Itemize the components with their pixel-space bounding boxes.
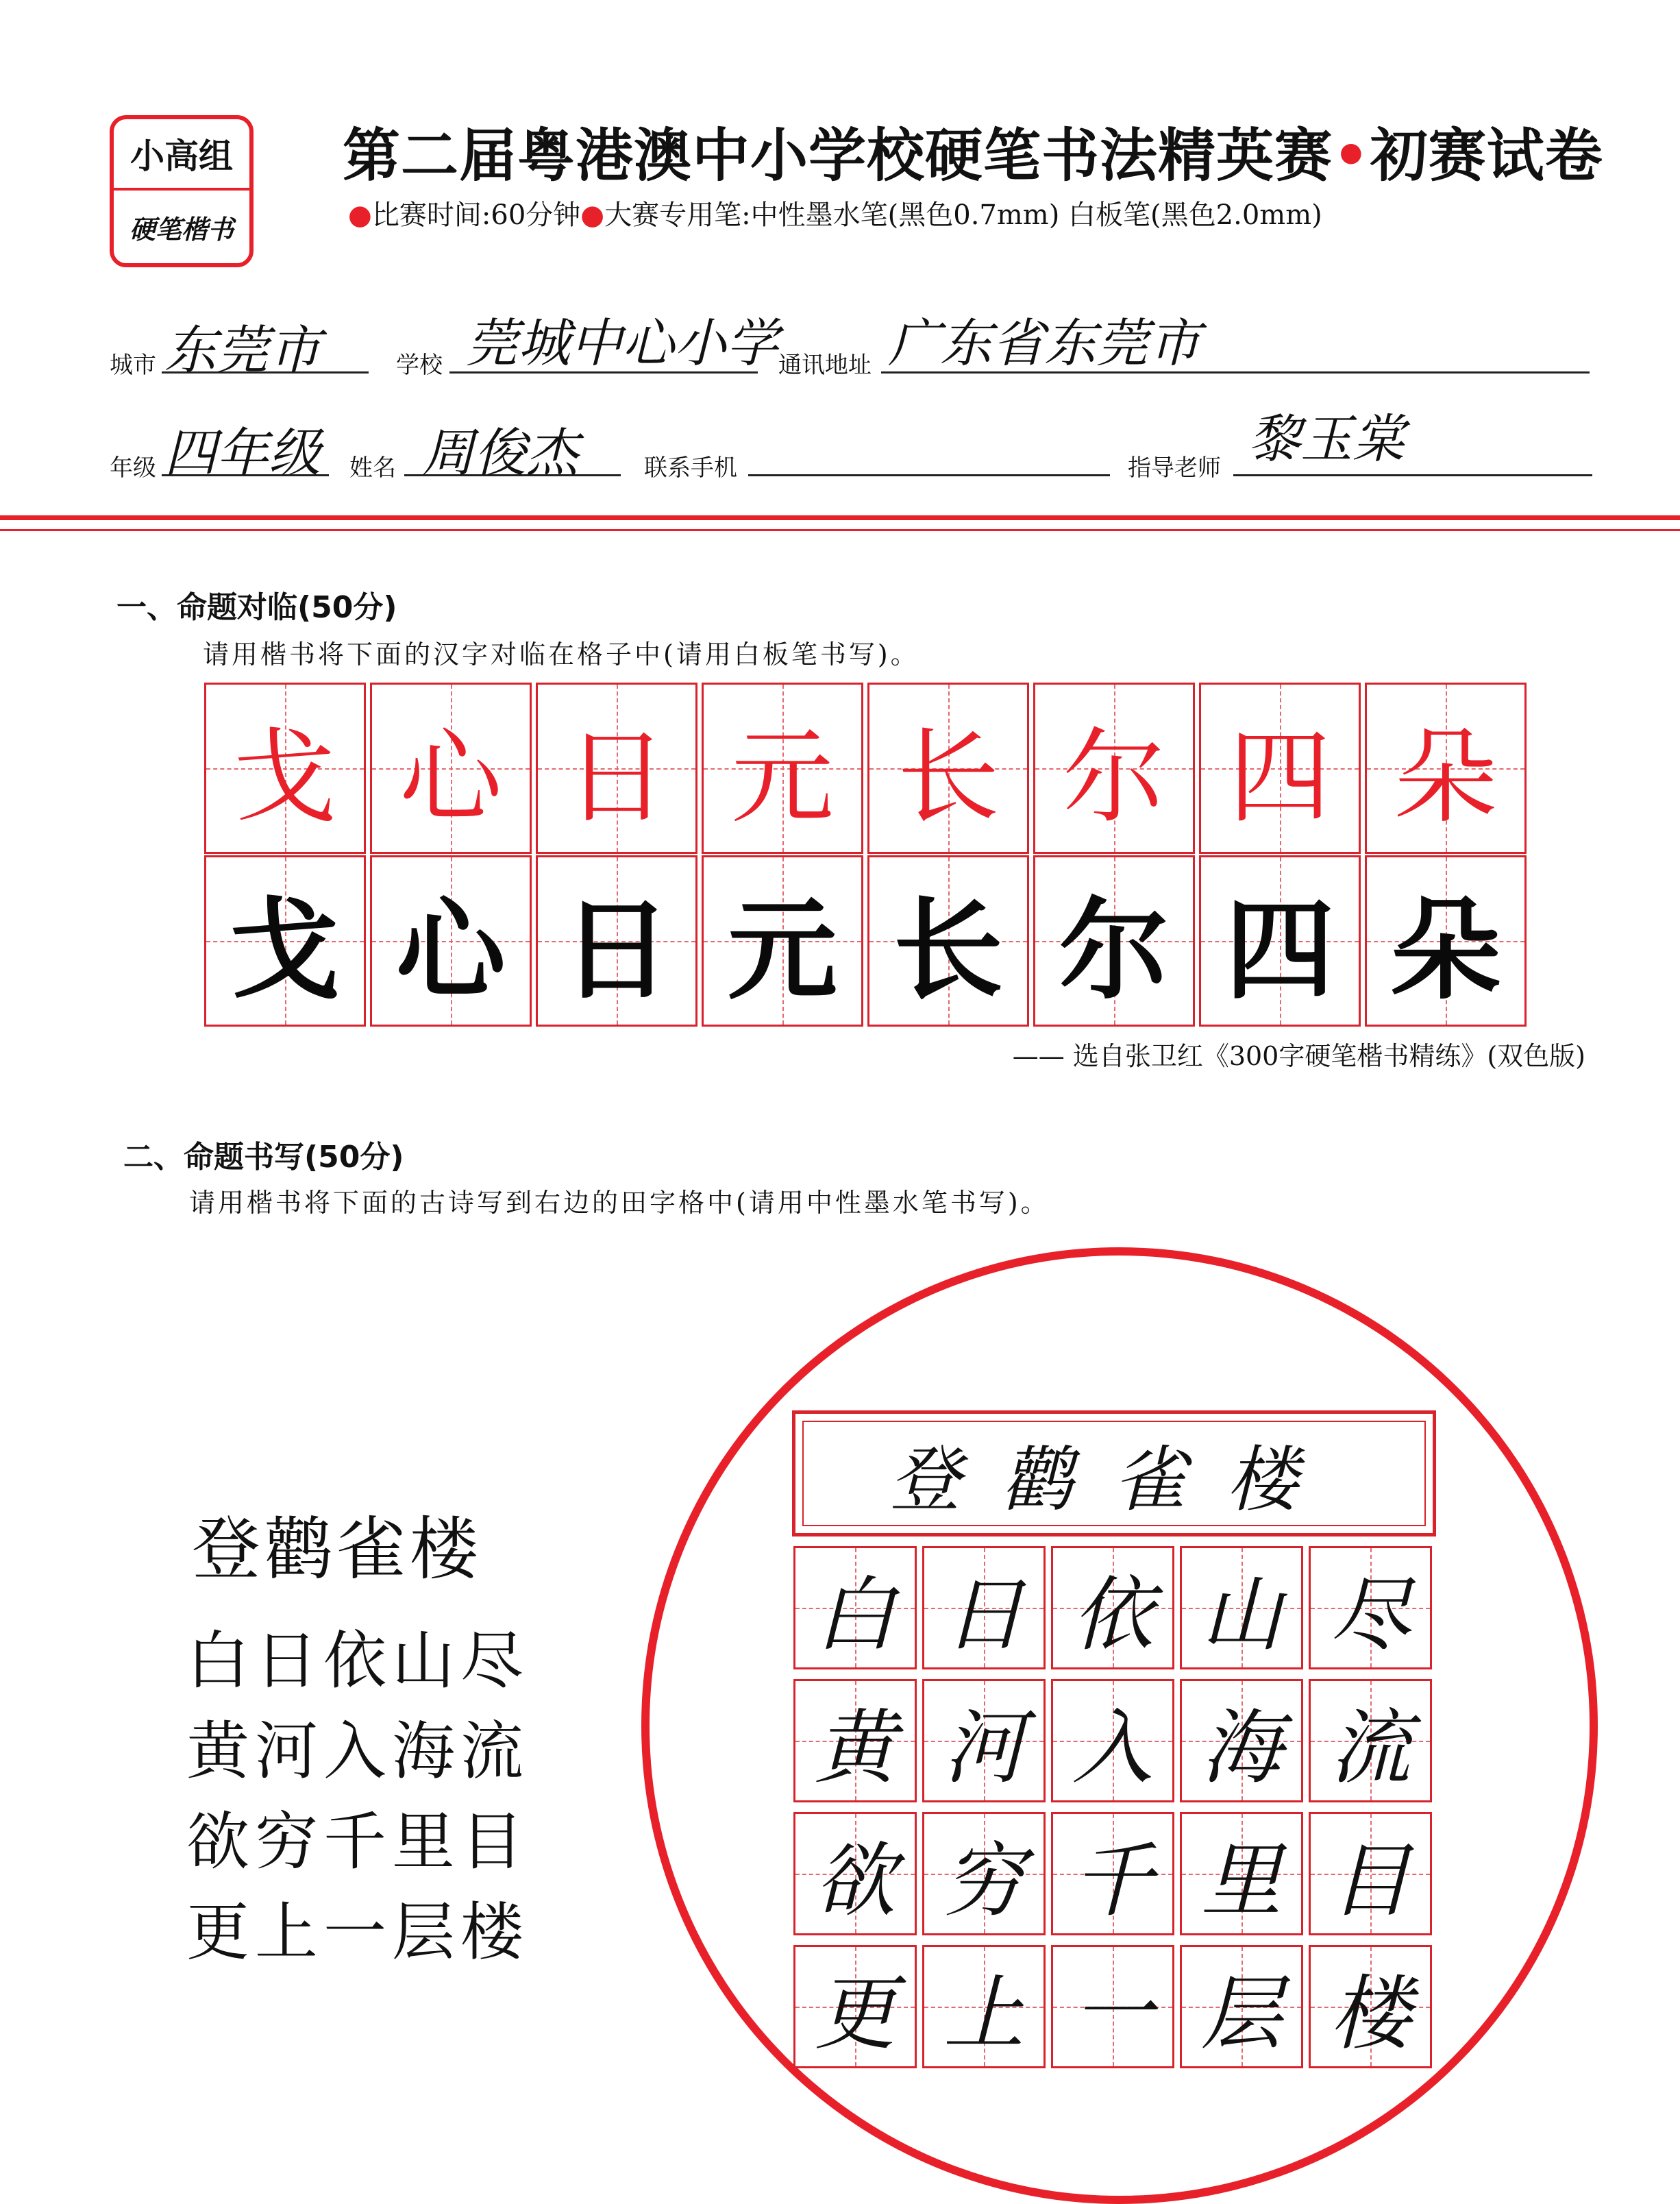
- address-label: 通讯地址: [778, 352, 872, 379]
- answer-char: 依: [1072, 1567, 1153, 1662]
- answer-char: 一: [1072, 1966, 1153, 2061]
- grid-cell: [702, 683, 863, 854]
- model-char: 日: [565, 718, 668, 837]
- answer-char: 尽: [1329, 1567, 1411, 1662]
- writing-cell[interactable]: [922, 1945, 1046, 2068]
- badge-category-label: 硬笔楷书: [129, 213, 234, 245]
- teacher-label: 指导老师: [1128, 454, 1221, 482]
- answer-char: 日: [943, 1567, 1024, 1662]
- section2-heading: 二、命题书写(50分): [123, 1140, 404, 1175]
- answer-char: 穷: [943, 1833, 1024, 1928]
- city-value[interactable]: 东莞市: [164, 319, 321, 380]
- writing-cell[interactable]: [702, 855, 863, 1027]
- teacher-line: [1233, 474, 1592, 476]
- poem-title: 登鹳雀楼: [192, 1509, 482, 1589]
- answer-char: 黄: [814, 1700, 895, 1795]
- writing-cell[interactable]: [1051, 1945, 1174, 2068]
- section2-desc: 请用楷书将下面的古诗写到右边的田字格中(请用中性墨水笔书写)。: [189, 1188, 1050, 1218]
- page-title: [343, 110, 1603, 193]
- poem-line: 更上一层楼: [186, 1896, 530, 1969]
- model-char: 戈: [233, 718, 336, 837]
- group-badge: [110, 115, 254, 267]
- writing-cell[interactable]: [1309, 1812, 1432, 1935]
- written-char: 戈: [230, 886, 340, 1014]
- exam-time: 比赛时间:60分钟: [371, 199, 581, 231]
- writing-cell[interactable]: [793, 1546, 917, 1669]
- writing-cell[interactable]: [922, 1812, 1046, 1935]
- answer-char: 上: [943, 1966, 1024, 2061]
- writing-cell[interactable]: [1365, 855, 1527, 1027]
- school-value[interactable]: 莞城中心小学: [466, 313, 778, 374]
- written-char: 心: [395, 886, 506, 1014]
- writing-cell[interactable]: [1180, 1812, 1303, 1935]
- writing-cell[interactable]: [204, 855, 366, 1027]
- badge-group-label: 小高组: [114, 119, 249, 191]
- title-tail: 初赛试卷: [1370, 122, 1603, 189]
- answer-row: [793, 1812, 1437, 1935]
- answer-char: 山: [1200, 1567, 1282, 1662]
- grade-label: 年级: [110, 454, 156, 482]
- page-subtitle: [348, 193, 1322, 232]
- writing-cell[interactable]: [1051, 1546, 1174, 1669]
- city-label: 城市: [110, 352, 156, 379]
- writing-cell[interactable]: [1199, 855, 1361, 1027]
- written-char: 尔: [1059, 886, 1169, 1014]
- answer-row: [793, 1945, 1437, 2068]
- model-char: 元: [730, 718, 834, 837]
- writing-cell[interactable]: [922, 1546, 1046, 1669]
- grid-cell: [867, 683, 1029, 854]
- answer-char: 层: [1200, 1966, 1282, 2061]
- model-char: 心: [399, 718, 502, 837]
- grid-cell: [1365, 683, 1527, 854]
- written-char: 元: [727, 886, 837, 1014]
- grid-cell: [536, 683, 697, 854]
- writing-cell[interactable]: [922, 1679, 1046, 1802]
- section1-desc: 请用楷书将下面的汉字对临在格子中(请用白板笔书写)。: [203, 639, 919, 670]
- grid-cell: [370, 683, 532, 854]
- section1-heading: 一、命题对临(50分): [116, 590, 397, 625]
- model-char: 长: [896, 718, 1000, 837]
- exam-pens: 大赛专用笔:中性墨水笔(黑色0.7mm) 白板笔(黑色2.0mm): [604, 199, 1322, 231]
- written-char: 四: [1224, 886, 1335, 1014]
- model-char-row: [204, 683, 1531, 854]
- writing-cell[interactable]: [1033, 855, 1195, 1027]
- title-dot: •: [1333, 122, 1370, 189]
- answer-char: 里: [1200, 1833, 1282, 1928]
- model-char: 朵: [1394, 718, 1497, 837]
- writing-cell[interactable]: [370, 855, 532, 1027]
- written-char-row: [204, 855, 1531, 1027]
- writing-cell[interactable]: [1180, 1945, 1303, 2068]
- poem-line: 白日依山尽: [186, 1624, 530, 1698]
- answer-char: 更: [814, 1966, 895, 2061]
- address-value[interactable]: 广东省东莞市: [888, 313, 1200, 374]
- written-char: 日: [561, 886, 671, 1014]
- writing-cell[interactable]: [1180, 1679, 1303, 1802]
- written-char: 长: [893, 886, 1003, 1014]
- model-char: 尔: [1062, 718, 1165, 837]
- writing-cell[interactable]: [1309, 1945, 1432, 2068]
- answer-title-box[interactable]: [792, 1410, 1436, 1536]
- writing-cell[interactable]: [793, 1945, 917, 2068]
- writing-cell[interactable]: [1180, 1546, 1303, 1669]
- answer-title: 登鹳雀楼: [802, 1421, 1426, 1526]
- header-divider: [0, 515, 1680, 520]
- poem-line: 欲穷千里目: [186, 1805, 530, 1878]
- answer-char: 楼: [1329, 1966, 1411, 2061]
- grid-cell: [204, 683, 366, 854]
- name-label: 姓名: [349, 454, 396, 482]
- answer-char: 欲: [814, 1833, 895, 1928]
- name-value[interactable]: 周俊杰: [422, 422, 578, 483]
- answer-row: [793, 1546, 1437, 1669]
- bullet-icon: ●: [348, 199, 372, 231]
- writing-cell[interactable]: [793, 1812, 917, 1935]
- teacher-value[interactable]: 黎玉棠: [1248, 408, 1405, 469]
- grade-value[interactable]: 四年级: [164, 422, 321, 483]
- answer-char: 目: [1329, 1833, 1411, 1928]
- school-label: 学校: [396, 352, 443, 379]
- written-char: 朵: [1390, 886, 1500, 1014]
- phone-label: 联系手机: [644, 454, 737, 482]
- writing-cell[interactable]: [536, 855, 697, 1027]
- header-divider-thin: [0, 529, 1680, 531]
- answer-char: 海: [1200, 1700, 1282, 1795]
- writing-cell[interactable]: [1309, 1546, 1432, 1669]
- writing-cell[interactable]: [1051, 1812, 1174, 1935]
- phone-line[interactable]: [748, 474, 1110, 476]
- writing-cell[interactable]: [867, 855, 1029, 1027]
- title-main: 第二届粤港澳中小学校硬笔书法精英赛: [343, 122, 1333, 189]
- answer-row: [793, 1679, 1437, 1802]
- writing-cell[interactable]: [1309, 1679, 1432, 1802]
- source-citation: —— 选自张卫红《300字硬笔楷书精练》(双色版): [1012, 1041, 1585, 1071]
- answer-char: 入: [1072, 1700, 1153, 1795]
- poem-line: 黄河入海流: [186, 1715, 530, 1788]
- answer-char: 白: [814, 1567, 895, 1662]
- writing-cell[interactable]: [793, 1679, 917, 1802]
- answer-char: 千: [1072, 1833, 1153, 1928]
- model-char: 四: [1228, 718, 1331, 837]
- answer-char: 流: [1329, 1700, 1411, 1795]
- bullet-icon: ●: [580, 199, 605, 231]
- answer-char: 河: [943, 1700, 1024, 1795]
- grid-cell: [1033, 683, 1195, 854]
- writing-cell[interactable]: [1051, 1679, 1174, 1802]
- grid-cell: [1199, 683, 1361, 854]
